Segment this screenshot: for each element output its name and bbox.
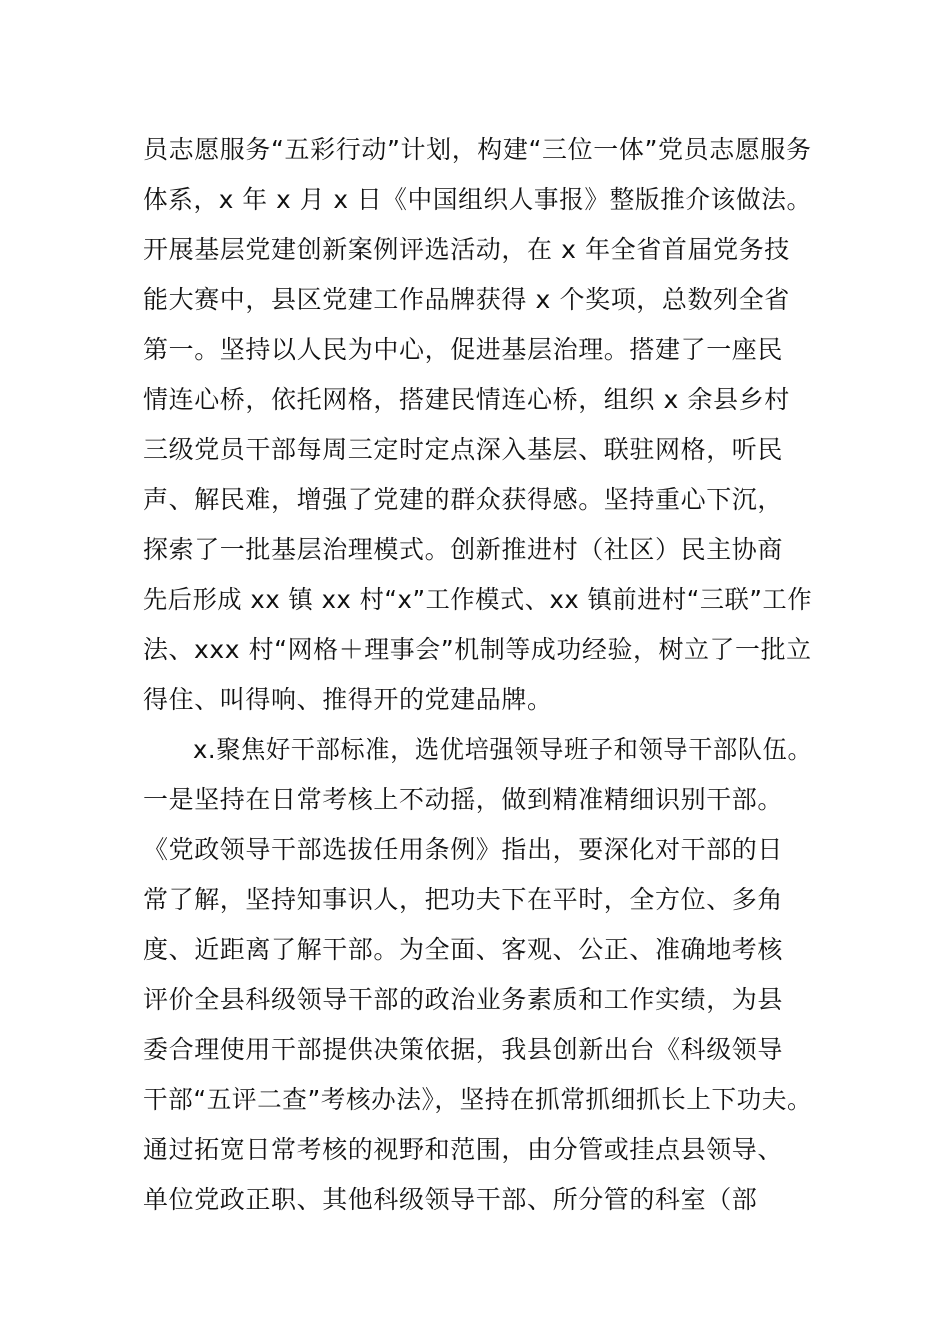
body-text-line: 得住、叫得响、推得开的党建品牌。 [143, 685, 553, 714]
body-text-line: 开展基层党建创新案例评选活动，在 x 年全省首届党务技 [143, 235, 790, 264]
body-text-line: 委合理使用干部提供决策依据，我县创新出台《科级领导 [143, 1035, 784, 1064]
body-text-line: 《党政领导干部选拔任用条例》指出，要深化对干部的日 [143, 835, 784, 864]
body-text-line: 员志愿服务“五彩行动”计划，构建“三位一体”党员志愿服务 [143, 135, 812, 164]
body-text-line: 第一。坚持以人民为中心，促进基层治理。搭建了一座民 [143, 335, 784, 364]
body-text-line: 情连心桥，依托网格，搭建民情连心桥，组织 x 余县乡村 [143, 385, 790, 414]
body-text-line: 评价全县科级领导干部的政治业务素质和工作实绩，为县 [143, 985, 784, 1014]
body-text-line: 三级党员干部每周三定时定点深入基层、联驻网格，听民 [143, 435, 784, 464]
body-text-line: 常了解，坚持知事识人，把功夫下在平时，全方位、多角 [143, 885, 784, 914]
body-text-line: 声、解民难，增强了党建的群众获得感。坚持重心下沉， [143, 485, 784, 514]
body-text-line: 一是坚持在日常考核上不动摇，做到精准精细识别干部。 [143, 785, 784, 814]
body-text-line: 先后形成 xx 镇 xx 村“x”工作模式、xx 镇前进村“三联”工作 [143, 585, 813, 614]
body-text-line: 能大赛中，县区党建工作品牌获得 x 个奖项，总数列全省 [143, 285, 790, 314]
body-text-line: 探索了一批基层治理模式。创新推进村（社区）民主协商 [143, 535, 784, 564]
body-text-line: 度、近距离了解干部。为全面、客观、公正、准确地考核 [143, 935, 784, 964]
section-heading-line: x.聚焦好干部标准，选优培强领导班子和领导干部队伍。 [193, 735, 813, 764]
body-text-line: 法、xxx 村“网格＋理事会”机制等成功经验，树立了一批立 [143, 635, 812, 664]
body-text-line: 干部“五评二查”考核办法》，坚持在抓常抓细抓长上下功夫。 [143, 1085, 813, 1114]
body-text-line: 单位党政正职、其他科级领导干部、所分管的科室（部 [143, 1185, 758, 1214]
body-text-line: 体系，x 年 x 月 x 日《中国组织人事报》整版推介该做法。 [143, 185, 812, 214]
body-text-line: 通过拓宽日常考核的视野和范围，由分管或挂点县领导、 [143, 1135, 784, 1164]
